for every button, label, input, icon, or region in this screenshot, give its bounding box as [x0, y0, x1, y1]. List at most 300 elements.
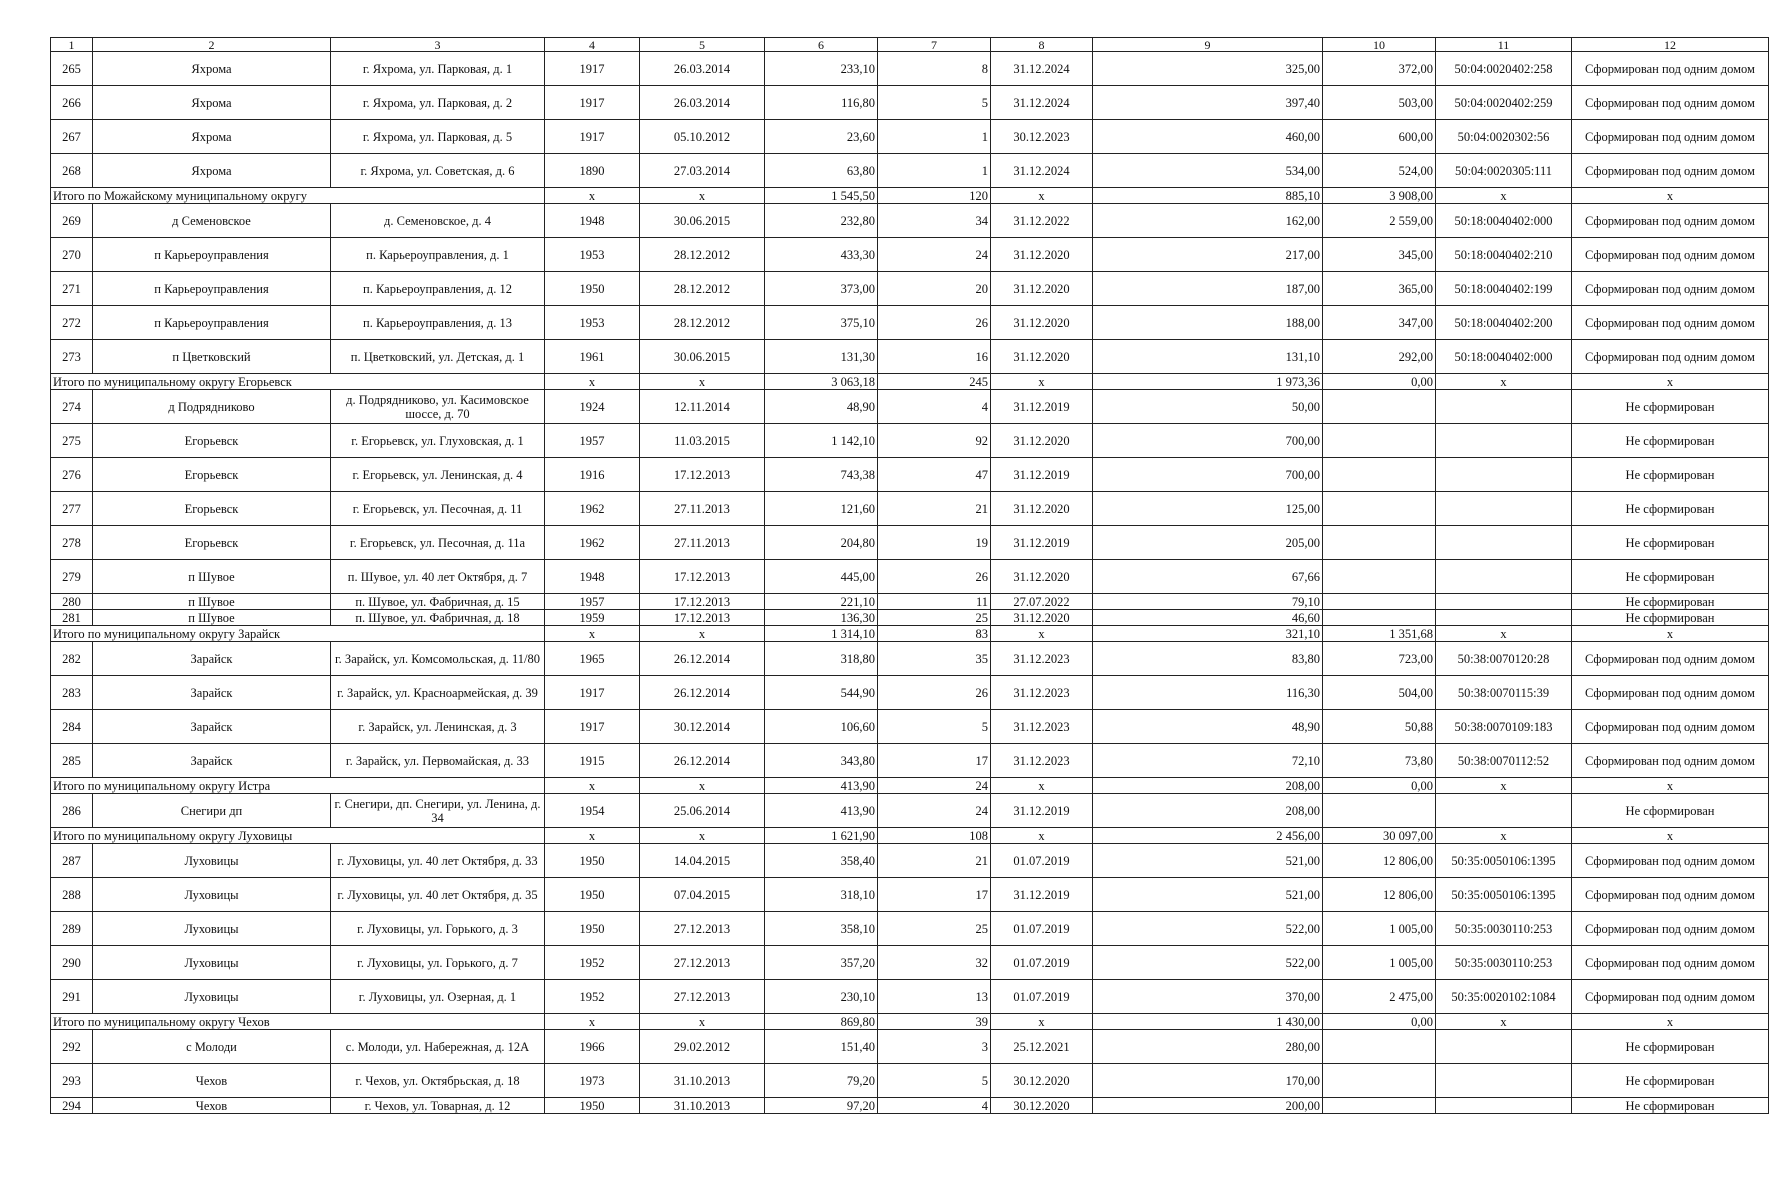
table-cell: 17.12.2013	[640, 560, 765, 594]
table-cell: 357,20	[765, 946, 878, 980]
table-cell	[1436, 794, 1572, 828]
subtotal-cell: 1 545,50	[765, 188, 878, 204]
subtotal-label: Итого по муниципальному округу Егорьевск	[51, 374, 545, 390]
subtotal-row	[51, 828, 1769, 844]
table-cell	[1323, 492, 1436, 526]
table-cell: 1 005,00	[1323, 912, 1436, 946]
table-cell: п. Карьероуправления, д. 13	[331, 306, 545, 340]
table-cell: г. Яхрома, ул. Советская, д. 6	[331, 154, 545, 188]
table-cell: Луховицы	[93, 878, 331, 912]
table-cell: 1917	[545, 710, 640, 744]
table-row	[51, 1098, 1769, 1114]
table-cell: 208,00	[1093, 794, 1323, 828]
table-cell: 2 475,00	[1323, 980, 1436, 1014]
table-cell: Зарайск	[93, 676, 331, 710]
table-cell: 700,00	[1093, 458, 1323, 492]
table-cell: Сформирован под одним домом	[1572, 204, 1769, 238]
table-cell: 1890	[545, 154, 640, 188]
table-cell: д. Подрядниково, ул. Касимовское шоссе, д. 70	[331, 390, 545, 424]
table-cell: 503,00	[1323, 86, 1436, 120]
table-cell: Не сформирован	[1572, 1064, 1769, 1098]
table-cell: г. Егорьевск, ул. Ленинская, д. 4	[331, 458, 545, 492]
table-cell: Не сформирован	[1572, 1030, 1769, 1064]
table-cell	[1436, 1064, 1572, 1098]
table-cell: 460,00	[1093, 120, 1323, 154]
table-cell: 34	[878, 204, 991, 238]
subtotal-cell: 1 621,90	[765, 828, 878, 844]
subtotal-cell: x	[545, 828, 640, 844]
table-cell: 50:04:0020305:111	[1436, 154, 1572, 188]
table-cell: г. Снегири, дп. Снегири, ул. Ленина, д. 34	[331, 794, 545, 828]
table-cell: 125,00	[1093, 492, 1323, 526]
table-cell: Зарайск	[93, 710, 331, 744]
table-cell: 50:04:0020302:56	[1436, 120, 1572, 154]
column-header: 9	[1093, 38, 1323, 52]
table-cell: 347,00	[1323, 306, 1436, 340]
table-cell: 1961	[545, 340, 640, 374]
table-cell: 4	[878, 1098, 991, 1114]
table-cell: 01.07.2019	[991, 912, 1093, 946]
table-cell: 31.12.2024	[991, 52, 1093, 86]
table-cell: 318,10	[765, 878, 878, 912]
table-cell: 274	[51, 390, 93, 424]
table-cell: г. Яхрома, ул. Парковая, д. 5	[331, 120, 545, 154]
table-cell: 30.12.2020	[991, 1064, 1093, 1098]
subtotal-label: Итого по муниципальному округу Зарайск	[51, 626, 545, 642]
table-row	[51, 458, 1769, 492]
table-cell: Сформирован под одним домом	[1572, 946, 1769, 980]
subtotal-cell: 2 456,00	[1093, 828, 1323, 844]
table-cell: 25.12.2021	[991, 1030, 1093, 1064]
table-cell: Яхрома	[93, 154, 331, 188]
table-cell: г. Луховицы, ул. 40 лет Октября, д. 35	[331, 878, 545, 912]
table-cell: Яхрома	[93, 86, 331, 120]
table-row	[51, 610, 1769, 626]
table-cell: 358,40	[765, 844, 878, 878]
table-cell: 204,80	[765, 526, 878, 560]
table-cell: 27.12.2013	[640, 980, 765, 1014]
subtotal-cell: x	[640, 626, 765, 642]
table-cell: 1966	[545, 1030, 640, 1064]
table-cell: 292	[51, 1030, 93, 1064]
table-cell: 12 806,00	[1323, 844, 1436, 878]
table-cell: 83,80	[1093, 642, 1323, 676]
table-cell: п. Шувое, ул. Фабричная, д. 18	[331, 610, 545, 626]
table-cell: 31.12.2020	[991, 424, 1093, 458]
table-cell: 17.12.2013	[640, 610, 765, 626]
table-cell: 73,80	[1323, 744, 1436, 778]
table-cell: 343,80	[765, 744, 878, 778]
subtotal-cell: 885,10	[1093, 188, 1323, 204]
table-cell: Не сформирован	[1572, 594, 1769, 610]
subtotal-cell: x	[640, 778, 765, 794]
table-row	[51, 912, 1769, 946]
table-cell: 1950	[545, 878, 640, 912]
table-cell: 50:18:0040402:000	[1436, 340, 1572, 374]
table-cell: 272	[51, 306, 93, 340]
table-cell: 26.12.2014	[640, 676, 765, 710]
subtotal-cell: x	[1572, 626, 1769, 642]
table-cell: п Шувое	[93, 610, 331, 626]
subtotal-cell: x	[991, 778, 1093, 794]
subtotal-label: Итого по муниципальному округу Луховицы	[51, 828, 545, 844]
table-cell: 31.12.2023	[991, 642, 1093, 676]
table-cell: 286	[51, 794, 93, 828]
table-cell: 1962	[545, 492, 640, 526]
table-cell	[1436, 424, 1572, 458]
table-row	[51, 878, 1769, 912]
table-cell: 445,00	[765, 560, 878, 594]
table-cell: 14.04.2015	[640, 844, 765, 878]
table-cell: д Семеновское	[93, 204, 331, 238]
table-cell: 265	[51, 52, 93, 86]
table-cell: 275	[51, 424, 93, 458]
subtotal-cell: x	[545, 188, 640, 204]
table-cell: 1950	[545, 912, 640, 946]
table-row	[51, 340, 1769, 374]
table-row	[51, 1064, 1769, 1098]
table-cell: Сформирован под одним домом	[1572, 306, 1769, 340]
table-cell: 217,00	[1093, 238, 1323, 272]
table-cell: 268	[51, 154, 93, 188]
table-cell: 01.07.2019	[991, 980, 1093, 1014]
table-cell: г. Егорьевск, ул. Песочная, д. 11	[331, 492, 545, 526]
table-cell: 1962	[545, 526, 640, 560]
table-cell: 31.12.2019	[991, 794, 1093, 828]
table-cell: п Карьероуправления	[93, 238, 331, 272]
table-cell: 116,80	[765, 86, 878, 120]
table-cell: 287	[51, 844, 93, 878]
subtotal-cell: x	[1572, 374, 1769, 390]
table-cell: г. Егорьевск, ул. Песочная, д. 11а	[331, 526, 545, 560]
table-cell: 188,00	[1093, 306, 1323, 340]
table-cell: 17.12.2013	[640, 594, 765, 610]
table-cell: 16	[878, 340, 991, 374]
table-cell: с. Молоди, ул. Набережная, д. 12А	[331, 1030, 545, 1064]
table-cell: 26.03.2014	[640, 86, 765, 120]
table-cell: 31.12.2022	[991, 204, 1093, 238]
table-cell: 285	[51, 744, 93, 778]
subtotal-cell: x	[991, 188, 1093, 204]
table-cell: 284	[51, 710, 93, 744]
table-cell: 30.06.2015	[640, 340, 765, 374]
table-cell: 12 806,00	[1323, 878, 1436, 912]
table-cell: 1950	[545, 272, 640, 306]
table-cell: 276	[51, 458, 93, 492]
table-cell: 26	[878, 676, 991, 710]
table-cell: 25	[878, 912, 991, 946]
column-header: 12	[1572, 38, 1769, 52]
subtotal-cell: 108	[878, 828, 991, 844]
subtotal-row	[51, 1014, 1769, 1030]
table-cell: 1948	[545, 204, 640, 238]
table-cell: г. Луховицы, ул. Горького, д. 3	[331, 912, 545, 946]
table-cell: Яхрома	[93, 120, 331, 154]
table-row	[51, 204, 1769, 238]
subtotal-cell: 1 351,68	[1323, 626, 1436, 642]
table-cell: 232,80	[765, 204, 878, 238]
table-row	[51, 676, 1769, 710]
table-cell: 25.06.2014	[640, 794, 765, 828]
table-cell: 1917	[545, 86, 640, 120]
table-cell: п Шувое	[93, 594, 331, 610]
table-cell: 21	[878, 844, 991, 878]
table-cell: 600,00	[1323, 120, 1436, 154]
table-cell: 187,00	[1093, 272, 1323, 306]
table-cell: п. Шувое, ул. Фабричная, д. 15	[331, 594, 545, 610]
table-cell: 17	[878, 878, 991, 912]
subtotal-cell: x	[991, 828, 1093, 844]
table-cell: 397,40	[1093, 86, 1323, 120]
table-cell: 277	[51, 492, 93, 526]
subtotal-cell: 30 097,00	[1323, 828, 1436, 844]
table-cell: 1965	[545, 642, 640, 676]
table-row	[51, 844, 1769, 878]
table-cell: 271	[51, 272, 93, 306]
table-cell: Чехов	[93, 1098, 331, 1114]
table-cell: 233,10	[765, 52, 878, 86]
table-cell: 1924	[545, 390, 640, 424]
column-header: 6	[765, 38, 878, 52]
table-cell: 151,40	[765, 1030, 878, 1064]
subtotal-cell: x	[991, 374, 1093, 390]
table-cell: 413,90	[765, 794, 878, 828]
table-cell: 20	[878, 272, 991, 306]
table-cell	[1323, 458, 1436, 492]
table-cell: 21	[878, 492, 991, 526]
table-cell: 2 559,00	[1323, 204, 1436, 238]
table-cell: 1953	[545, 306, 640, 340]
table-row	[51, 710, 1769, 744]
table-cell: Сформирован под одним домом	[1572, 340, 1769, 374]
table-cell: 31.12.2020	[991, 492, 1093, 526]
table-cell: 24	[878, 238, 991, 272]
table-cell: 370,00	[1093, 980, 1323, 1014]
table-cell: 521,00	[1093, 878, 1323, 912]
table-cell	[1436, 526, 1572, 560]
table-cell: 92	[878, 424, 991, 458]
table-cell: 293	[51, 1064, 93, 1098]
table-cell: 31.12.2020	[991, 306, 1093, 340]
table-cell: 30.12.2014	[640, 710, 765, 744]
table-cell: 1954	[545, 794, 640, 828]
table-cell	[1323, 594, 1436, 610]
table-cell	[1323, 1030, 1436, 1064]
table-cell: 1917	[545, 676, 640, 710]
table-cell: Не сформирован	[1572, 560, 1769, 594]
table-cell: 5	[878, 86, 991, 120]
table-cell: Луховицы	[93, 844, 331, 878]
table-cell: 26.03.2014	[640, 52, 765, 86]
table-cell: 522,00	[1093, 912, 1323, 946]
table-cell: 50:38:0070115:39	[1436, 676, 1572, 710]
table-cell	[1323, 526, 1436, 560]
table-cell: 5	[878, 710, 991, 744]
table-cell: 50:35:0050106:1395	[1436, 878, 1572, 912]
subtotal-cell: x	[640, 374, 765, 390]
table-cell: Чехов	[93, 1064, 331, 1098]
table-cell: 269	[51, 204, 93, 238]
table-cell: 30.12.2023	[991, 120, 1093, 154]
table-cell	[1323, 424, 1436, 458]
table-cell: 162,00	[1093, 204, 1323, 238]
table-cell: 106,60	[765, 710, 878, 744]
subtotal-cell: x	[1436, 1014, 1572, 1030]
subtotal-cell: 0,00	[1323, 778, 1436, 794]
table-cell: 50:18:0040402:210	[1436, 238, 1572, 272]
table-cell: 521,00	[1093, 844, 1323, 878]
table-cell: 290	[51, 946, 93, 980]
subtotal-cell: 413,90	[765, 778, 878, 794]
table-cell: Сформирован под одним домом	[1572, 86, 1769, 120]
table-cell	[1323, 560, 1436, 594]
table-cell: 504,00	[1323, 676, 1436, 710]
table-cell: Сформирован под одним домом	[1572, 844, 1769, 878]
subtotal-cell: x	[640, 828, 765, 844]
table-cell: г. Яхрома, ул. Парковая, д. 1	[331, 52, 545, 86]
column-header: 1	[51, 38, 93, 52]
subtotal-cell: 120	[878, 188, 991, 204]
table-cell: Сформирован под одним домом	[1572, 878, 1769, 912]
table-cell	[1323, 1064, 1436, 1098]
table-cell: 267	[51, 120, 93, 154]
table-cell: 26.12.2014	[640, 642, 765, 676]
table-cell: 1950	[545, 1098, 640, 1114]
table-cell	[1436, 560, 1572, 594]
table-cell: 27.11.2013	[640, 492, 765, 526]
table-row	[51, 946, 1769, 980]
table-cell: 200,00	[1093, 1098, 1323, 1114]
table-cell: 1917	[545, 52, 640, 86]
subtotal-row	[51, 188, 1769, 204]
subtotal-row	[51, 778, 1769, 794]
table-cell: 1915	[545, 744, 640, 778]
table-row	[51, 744, 1769, 778]
table-cell: Егорьевск	[93, 458, 331, 492]
table-cell: Сформирован под одним домом	[1572, 238, 1769, 272]
subtotal-cell: 83	[878, 626, 991, 642]
table-cell: 67,66	[1093, 560, 1323, 594]
subtotal-cell: 0,00	[1323, 374, 1436, 390]
subtotal-cell: 24	[878, 778, 991, 794]
table-cell: д. Семеновское, д. 4	[331, 204, 545, 238]
table-cell: 289	[51, 912, 93, 946]
table-cell: Луховицы	[93, 912, 331, 946]
table-cell: 524,00	[1323, 154, 1436, 188]
table-cell: Зарайск	[93, 642, 331, 676]
table-cell: 30.12.2020	[991, 1098, 1093, 1114]
table-cell: Не сформирован	[1572, 458, 1769, 492]
table-cell: г. Зарайск, ул. Первомайская, д. 33	[331, 744, 545, 778]
column-header: 8	[991, 38, 1093, 52]
table-cell: 50:04:0020402:259	[1436, 86, 1572, 120]
table-cell: 1950	[545, 844, 640, 878]
table-cell	[1436, 492, 1572, 526]
table-cell: 365,00	[1323, 272, 1436, 306]
subtotal-cell: 39	[878, 1014, 991, 1030]
table-cell: Сформирован под одним домом	[1572, 710, 1769, 744]
table-cell: Сформирован под одним домом	[1572, 642, 1769, 676]
table-cell: 48,90	[1093, 710, 1323, 744]
table-cell: 27.12.2013	[640, 946, 765, 980]
table-cell: 1 005,00	[1323, 946, 1436, 980]
table-cell	[1436, 594, 1572, 610]
table-cell: 205,00	[1093, 526, 1323, 560]
table-cell: 345,00	[1323, 238, 1436, 272]
table-cell: 48,90	[765, 390, 878, 424]
table-cell: 31.12.2019	[991, 878, 1093, 912]
subtotal-cell: 3 063,18	[765, 374, 878, 390]
subtotal-row	[51, 626, 1769, 642]
table-cell: 07.04.2015	[640, 878, 765, 912]
table-row	[51, 492, 1769, 526]
table-cell: 1952	[545, 946, 640, 980]
table-cell: 31.12.2023	[991, 676, 1093, 710]
table-cell: 17	[878, 744, 991, 778]
table-cell	[1436, 390, 1572, 424]
column-header: 3	[331, 38, 545, 52]
table-cell: 46,60	[1093, 610, 1323, 626]
table-cell: 31.12.2023	[991, 744, 1093, 778]
subtotal-cell: x	[1572, 188, 1769, 204]
table-cell: 28.12.2012	[640, 306, 765, 340]
table-cell: 230,10	[765, 980, 878, 1014]
column-header: 4	[545, 38, 640, 52]
table-cell: 28.12.2012	[640, 272, 765, 306]
subtotal-cell: 0,00	[1323, 1014, 1436, 1030]
table-cell: Не сформирован	[1572, 424, 1769, 458]
table-cell: Егорьевск	[93, 526, 331, 560]
table-cell: 3	[878, 1030, 991, 1064]
table-row	[51, 1030, 1769, 1064]
column-header: 7	[878, 38, 991, 52]
subtotal-cell: x	[545, 374, 640, 390]
table-cell: г. Чехов, ул. Товарная, д. 12	[331, 1098, 545, 1114]
subtotal-cell: 3 908,00	[1323, 188, 1436, 204]
subtotal-cell: x	[991, 626, 1093, 642]
column-header: 5	[640, 38, 765, 52]
table-cell: 25	[878, 610, 991, 626]
subtotal-cell: x	[1572, 778, 1769, 794]
table-cell: д Подрядниково	[93, 390, 331, 424]
table-cell: Сформирован под одним домом	[1572, 52, 1769, 86]
table-cell: 50:38:0070112:52	[1436, 744, 1572, 778]
table-row	[51, 424, 1769, 458]
table-cell: Луховицы	[93, 980, 331, 1014]
table-cell: 31.12.2019	[991, 390, 1093, 424]
table-cell: 291	[51, 980, 93, 1014]
table-cell: 131,30	[765, 340, 878, 374]
table-cell	[1436, 610, 1572, 626]
table-cell: 26	[878, 560, 991, 594]
subtotal-cell: x	[1436, 828, 1572, 844]
table-cell: г. Луховицы, ул. 40 лет Октября, д. 33	[331, 844, 545, 878]
table-cell: Яхрома	[93, 52, 331, 86]
table-cell: 373,00	[765, 272, 878, 306]
table-cell: 31.12.2019	[991, 526, 1093, 560]
table-cell	[1323, 794, 1436, 828]
table-cell: Сформирован под одним домом	[1572, 676, 1769, 710]
subtotal-label: Итого по муниципальному округу Истра	[51, 778, 545, 794]
table-cell: 1952	[545, 980, 640, 1014]
table-cell: 50:18:0040402:199	[1436, 272, 1572, 306]
table-cell: 136,30	[765, 610, 878, 626]
table-cell: 278	[51, 526, 93, 560]
table-cell: 50,88	[1323, 710, 1436, 744]
table-row	[51, 52, 1769, 86]
table-cell: 8	[878, 52, 991, 86]
table-cell: 1957	[545, 594, 640, 610]
